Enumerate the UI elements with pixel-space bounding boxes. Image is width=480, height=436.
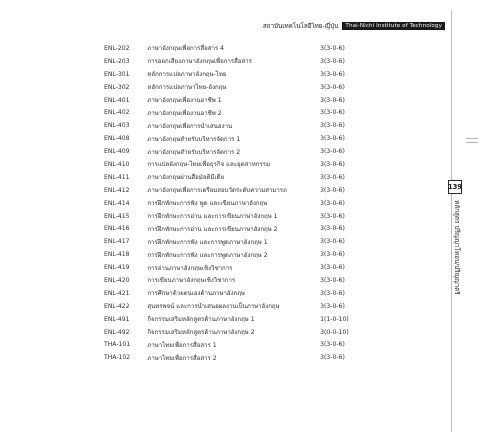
course-code: ENL-415 xyxy=(104,212,130,220)
course-row xyxy=(104,81,379,94)
course-code: THA-102 xyxy=(104,354,131,362)
course-row xyxy=(104,313,379,326)
course-credits: 3(3-0-6) xyxy=(320,354,345,362)
course-name: ภาษาอังกฤษสำหรับบริหารจัดการ 1 xyxy=(147,135,241,143)
institute-name-english: Thai-Nichi Institute of Technology xyxy=(342,22,445,30)
course-row xyxy=(104,300,379,313)
course-name: ภาษาอังกฤษเพื่อการเตรียมสอบวัดระดับความสามารถ xyxy=(147,187,287,195)
course-code: ENL-420 xyxy=(104,276,130,284)
course-credits: 3(3-0-6) xyxy=(320,135,345,143)
course-name: การฝึกทักษะการฟัง และการพูดภาษาอังกฤษ 1 xyxy=(147,238,268,246)
page-number: 139 xyxy=(448,183,462,191)
course-code: ENL-408 xyxy=(104,135,130,143)
course-credits: 3(3-0-6) xyxy=(320,122,345,130)
course-row xyxy=(104,119,379,132)
course-credits: 3(3-0-6) xyxy=(320,341,345,349)
section-title-vertical: หลักสูตร ปริญญาโทอบ/ปริญญาตรี xyxy=(453,200,461,295)
course-credits: 3(3-0-6) xyxy=(320,276,345,284)
course-row xyxy=(104,94,379,107)
course-row xyxy=(104,287,379,300)
course-row xyxy=(104,158,379,171)
course-row xyxy=(104,326,379,339)
course-row xyxy=(104,132,379,145)
course-row xyxy=(104,42,379,55)
course-name: กิจกรรมเสริมหลักสูตรด้านภาษาอังกฤษ 2 xyxy=(147,329,255,337)
course-credits: 3(3-0-6) xyxy=(320,238,345,246)
course-code: ENL-302 xyxy=(104,83,130,91)
course-code: ENL-402 xyxy=(104,109,130,117)
course-row xyxy=(104,261,379,274)
course-row xyxy=(104,222,379,235)
course-name: การอ่านภาษาอังกฤษเชิงวิชาการ xyxy=(147,264,233,272)
course-name: การแปลอังกฤษ-ไทยเพื่อธุรกิจ และอุตสาหกรรม xyxy=(147,161,271,169)
course-credits: 3(3-0-6) xyxy=(320,109,345,117)
course-credits: 3(3-0-6) xyxy=(320,173,345,181)
course-code: THA-101 xyxy=(104,341,131,349)
course-code: ENL-417 xyxy=(104,238,130,246)
course-credits: 3(3-0-6) xyxy=(320,251,345,259)
course-name: การออกเสียงภาษาอังกฤษเพื่อการสื่อสาร xyxy=(147,58,252,66)
course-code: ENL-409 xyxy=(104,148,130,156)
course-name: ภาษาอังกฤษเพื่องานอาชีพ 1 xyxy=(147,97,222,104)
page-number-tab xyxy=(448,180,462,194)
course-code: ENL-403 xyxy=(104,122,130,130)
course-credits: 3(3-0-6) xyxy=(320,148,345,156)
course-credits: 3(3-0-6) xyxy=(320,302,345,310)
course-name: ภาษาอังกฤษเพื่อการสื่อสาร 4 xyxy=(147,45,224,53)
course-credits: 1(1-0-10) xyxy=(320,315,349,323)
course-name: หลักการแปลภาษาไทย-อังกฤษ xyxy=(147,84,227,92)
course-credits: 3(3-0-6) xyxy=(320,96,345,104)
course-row xyxy=(104,351,379,364)
course-list-table xyxy=(104,42,379,364)
course-name: การเขียนภาษาอังกฤษเชิงวิชาการ xyxy=(147,277,236,285)
course-name: ภาษาอังกฤษสำหรับบริหารจัดการ 2 xyxy=(147,148,241,156)
course-row xyxy=(104,235,379,248)
course-credits: 3(3-0-6) xyxy=(320,264,345,272)
course-row xyxy=(104,210,379,223)
course-code: ENL-421 xyxy=(104,289,130,297)
course-code: ENL-412 xyxy=(104,186,130,194)
course-name: ภาษาอังกฤษผ่านสื่อมัลติมีเดีย xyxy=(147,174,225,182)
course-credits: 3(3-0-6) xyxy=(320,160,345,168)
course-name: การฝึกทักษะการฟัง และการพูดภาษาอังกฤษ 2 xyxy=(147,251,268,259)
course-credits: 3(3-0-6) xyxy=(320,212,345,220)
course-credits: 3(3-0-6) xyxy=(320,199,345,207)
course-name: การฝึกทักษะการฟัง พูด และเขียนภาษาอังกฤษ xyxy=(147,200,268,208)
course-row xyxy=(104,338,379,351)
course-list-body xyxy=(104,42,379,364)
course-code: ENL-414 xyxy=(104,199,130,207)
course-row xyxy=(104,106,379,119)
course-code: ENL-492 xyxy=(104,328,130,336)
course-name: ภาษาไทยเพื่อการสื่อสาร 2 xyxy=(147,354,217,362)
course-credits: 3(3-0-6) xyxy=(320,225,345,233)
course-row xyxy=(104,145,379,158)
course-row xyxy=(104,55,379,68)
course-row xyxy=(104,68,379,81)
course-credits: 3(3-0-6) xyxy=(320,44,345,52)
course-credits: 3(3-0-6) xyxy=(320,83,345,91)
course-code: ENL-422 xyxy=(104,302,130,310)
course-code: ENL-491 xyxy=(104,315,130,323)
course-code: ENL-202 xyxy=(104,44,130,52)
course-name: การศึกษาด้วยตนเองด้านภาษาอังกฤษ xyxy=(147,290,245,298)
course-row xyxy=(104,248,379,261)
side-tick-mark xyxy=(466,138,478,139)
course-name: สุนทรพจน์ และการนำเสนอผลงานเป็นภาษาอังกฤษ xyxy=(147,303,280,311)
course-credits: 3(3-0-6) xyxy=(320,57,345,65)
course-code: ENL-419 xyxy=(104,264,130,272)
course-name: การฝึกทักษะการอ่าน และการเขียนภาษาอังกฤษ 2 xyxy=(147,225,278,233)
course-code: ENL-401 xyxy=(104,96,130,104)
course-credits: 3(3-0-6) xyxy=(320,186,345,194)
course-credits: 3(0-0-10) xyxy=(320,328,349,336)
course-row xyxy=(104,197,379,210)
side-tick-mark xyxy=(466,142,478,143)
course-code: ENL-203 xyxy=(104,57,130,65)
course-row xyxy=(104,184,379,197)
course-code: ENL-411 xyxy=(104,173,130,181)
course-code: ENL-416 xyxy=(104,225,130,233)
institute-name-thai: สถาบันเทคโนโลยีไทย-ญี่ปุ่น xyxy=(262,23,339,30)
course-name: ภาษาอังกฤษเพื่อการนำเสนองาน xyxy=(147,122,233,130)
course-name: ภาษาอังกฤษเพื่องานอาชีพ 2 xyxy=(147,109,222,117)
course-name: ภาษาไทยเพื่อการสื่อสาร 1 xyxy=(147,341,217,349)
course-code: ENL-418 xyxy=(104,251,130,259)
course-row xyxy=(104,171,379,184)
course-name: หลักการแปลภาษาอังกฤษ-ไทย xyxy=(147,71,227,79)
course-row xyxy=(104,274,379,287)
course-credits: 3(3-0-6) xyxy=(320,289,345,297)
course-code: ENL-301 xyxy=(104,70,130,78)
course-name: กิจกรรมเสริมหลักสูตรด้านภาษาอังกฤษ 1 xyxy=(147,316,255,324)
course-code: ENL-410 xyxy=(104,160,130,168)
side-divider-top xyxy=(451,10,452,186)
page-header xyxy=(263,21,445,31)
course-name: การฝึกทักษะการอ่าน และการเขียนภาษาอังกฤษ 1 xyxy=(147,213,278,221)
course-credits: 3(3-0-6) xyxy=(320,70,345,78)
